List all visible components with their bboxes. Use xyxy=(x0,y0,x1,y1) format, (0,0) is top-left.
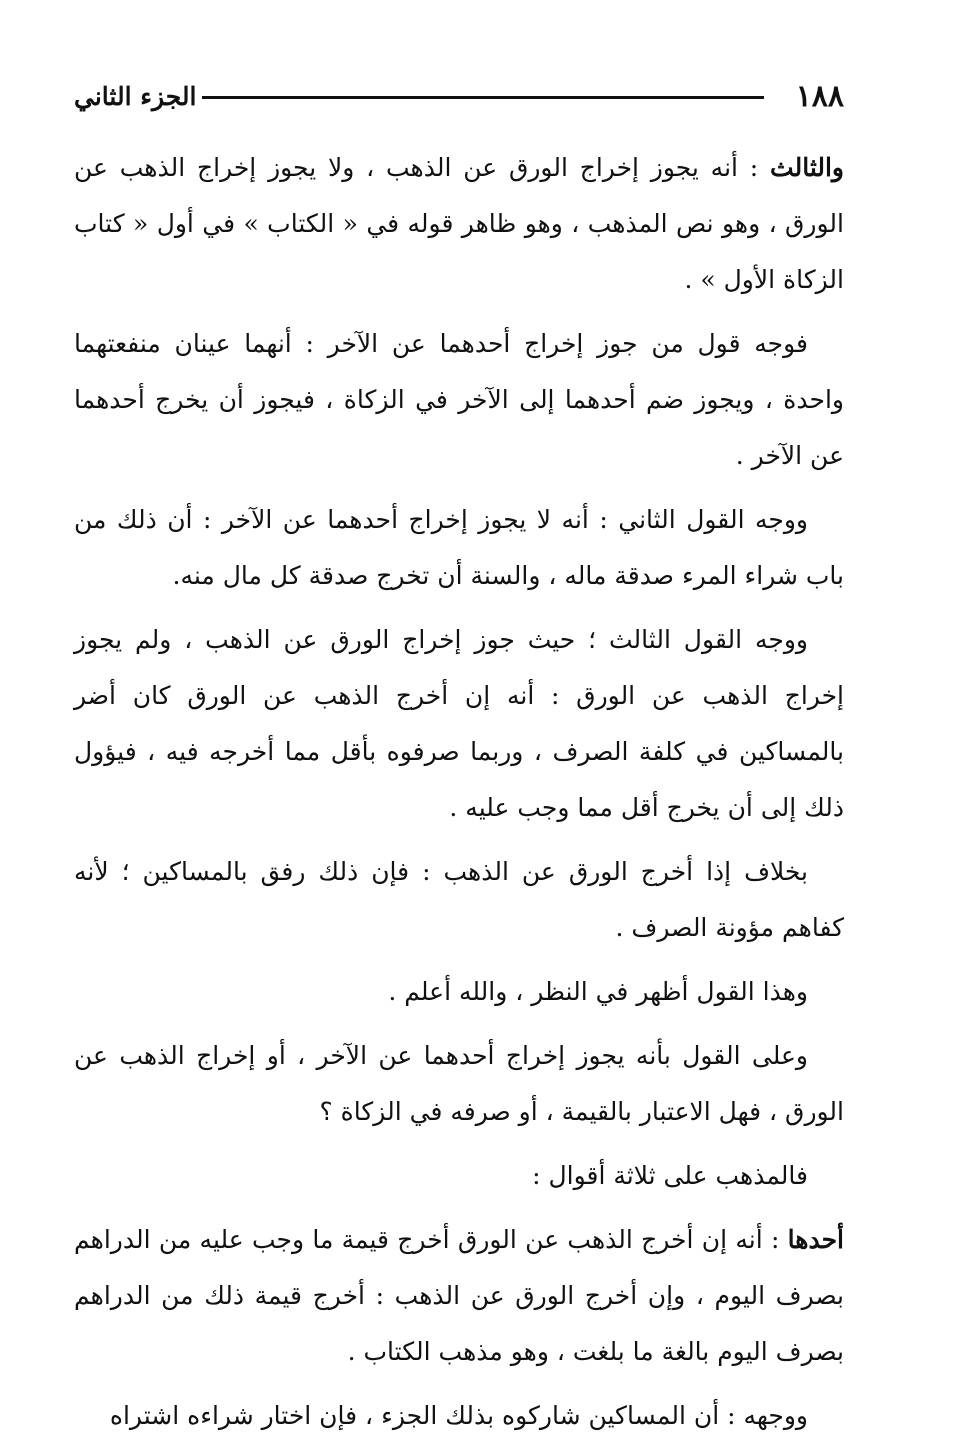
paragraph-text: فالمذهب على ثلاثة أقوال : xyxy=(532,1161,808,1190)
paragraph-lead: والثالث xyxy=(770,153,844,182)
paragraph xyxy=(74,1212,844,1380)
paragraph-lead: أحدها xyxy=(787,1225,844,1254)
paragraph-text: : أنه إن أخرج الذهب عن الورق أخرج قيمة ما وجب عليه من الدراهم بصرف اليوم ، وإن أخرج الورق عن الذهب : أخرج قيمة ذلك من الدراهم بصرف اليوم بالغة ما بلغت ، وهو مذهب الكتاب . xyxy=(74,1225,844,1366)
paragraph xyxy=(74,1388,844,1444)
paragraph-text: ووجه القول الثاني : أنه لا يجوز إخراج أحدهما عن الآخر : أن ذلك من باب شراء المرء صدقة ماله ، والسنة أن تخرج صدقة كل مال منه. xyxy=(74,505,844,590)
page-header xyxy=(74,72,844,122)
paragraph xyxy=(74,844,844,956)
paragraph xyxy=(74,964,844,1020)
paragraph-text: ووجه القول الثالث ؛ حيث جوز إخراج الورق عن الذهب ، ولم يجوز إخراج الذهب عن الورق : أنه إن أخرج الذهب عن الورق كان أضر بالمساكين في كلفة الصرف ، وربما صرفوه بأقل مما أخرجه فيه ، فيؤول ذلك إلى أن يخرج أقل مما وجب عليه . xyxy=(74,625,844,822)
paragraph-text: وعلى القول بأنه يجوز إخراج أحدهما عن الآخر ، أو إخراج الذهب عن الورق ، فهل الاعتبار بالقيمة ، أو صرفه في الزكاة ؟ xyxy=(74,1041,844,1126)
paragraph xyxy=(74,140,844,308)
body-text xyxy=(74,140,844,1452)
paragraph xyxy=(74,1148,844,1204)
paragraph-text: ووجهه : أن المساكين شاركوه بذلك الجزء ، فإن اختار شراءه اشتراه xyxy=(109,1401,808,1430)
paragraph-text: : أنه يجوز إخراج الورق عن الذهب ، ولا يجوز إخراج الذهب عن الورق ، وهو نص المذهب ، وهو ظاهر قوله في « الكتاب » في أول « كتاب الزكاة الأول » . xyxy=(74,153,844,294)
paragraph xyxy=(74,492,844,604)
paragraph-text: فوجه قول من جوز إخراج أحدهما عن الآخر : أنهما عينان منفعتهما واحدة ، ويجوز ضم أحدهما إلى الآخر في الزكاة ، فيجوز أن يخرج أحدهما عن الآخر . xyxy=(74,329,844,470)
paragraph-text: وهذا القول أظهر في النظر ، والله أعلم . xyxy=(388,977,808,1006)
page-number: ١٨٨ xyxy=(795,79,844,114)
paragraph xyxy=(74,1028,844,1140)
paragraph xyxy=(74,612,844,836)
part-title: الجزء الثاني xyxy=(74,82,197,111)
paragraph xyxy=(74,316,844,484)
paragraph-text: بخلاف إذا أخرج الورق عن الذهب : فإن ذلك رفق بالمساكين ؛ لأنه كفاهم مؤونة الصرف . xyxy=(74,857,844,942)
header-rule xyxy=(202,96,764,99)
